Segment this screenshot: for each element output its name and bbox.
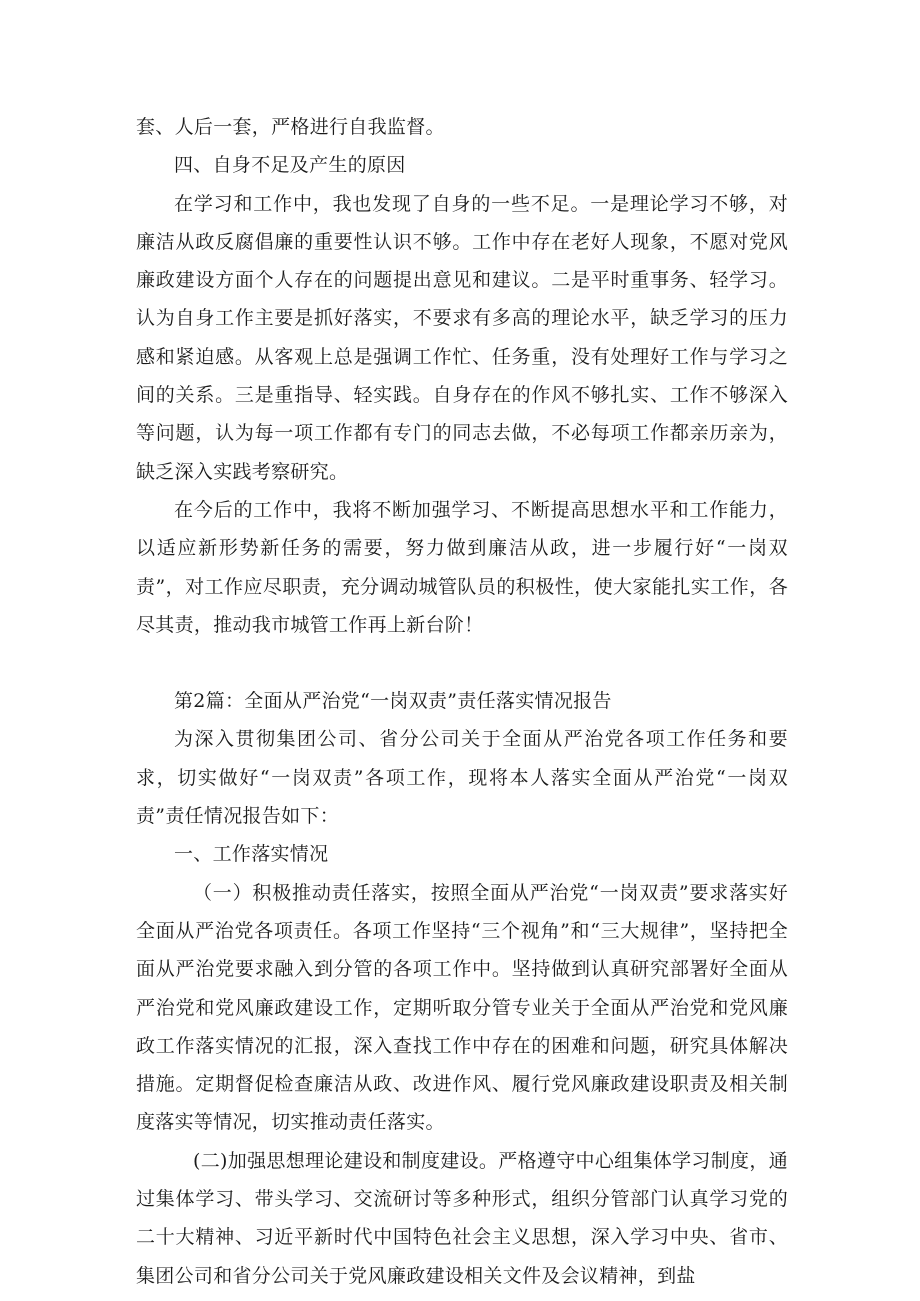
section-heading-four: 四、自身不足及产生的原因 (174, 154, 406, 177)
body-paragraph: 为深入贯彻集团公司、省分公司关于全面从严治党各项工作任务和要求，切实做好“一岗双责”各项工作，现将本人落实全面从严治党“一岗双责”责任情况报告如下： (136, 728, 788, 828)
paragraph-gap (136, 644, 788, 682)
article-title: 第2篇：全面从严治党“一岗双责”责任落实情况报告 (174, 690, 612, 713)
body-paragraph: (二)加强思想理论建设和制度建设。严格遵守中心组集体学习制度，通过集体学习、带头学习、交流研讨等多种形式，组织分管部门认真学习党的二十大精神、习近平新时代中国特色社会主义思想，深入学习中央、省市、集团公司和省分公司关于党风廉政建设相关文件及会议精神，到盐 (136, 1149, 788, 1287)
body-paragraph: 在学习和工作中，我也发现了自身的一些不足。一是理论学习不够，对廉洁从政反腐倡廉的重要性认识不够。工作中存在老好人现象，不愿对党风廉政建设方面个人存在的问题提出意见和建议。二是平时重事务、轻学习。认为自身工作主要是抓好落实，不要求有多高的理论水平，缺乏学习的压力感和紧迫感。从客观上总是强调工作忙、任务重，没有处理好工作与学习之间的关系。三是重指导、轻实践。自身存在的作风不够扎实、工作不够深入等问题，认为每一项工作都有专门的同志去做，不必每项工作都亲历亲为，缺乏深入实践考察研究。 (136, 192, 788, 483)
body-paragraph: （一）积极推动责任落实，按照全面从严治党“一岗双责”要求落实好全面从严治党各项责任。各项工作坚持“三个视角”和“三大规律”，坚持把全面从严治党要求融入到分管的各项工作中。坚持做到认真研究部署好全面从严治党和党风廉政建设工作，定期听取分管专业关于全面从严治党和党风廉政工作落实情况的汇报，深入查找工作中存在的困难和问题，研究具体解决措施。定期督促检查廉洁从政、改进作风、履行党风廉政建设职责及相关制度落实等情况，切实推动责任落实。 (136, 881, 788, 1134)
document-body (136, 108, 788, 1295)
section-heading-one: 一、工作落实情况 (174, 843, 329, 866)
continuation-paragraph: 套、人后一套，严格进行自我监督。 (136, 116, 445, 138)
body-paragraph: 在今后的工作中，我将不断加强学习、不断提高思想水平和工作能力，以适应新形势新任务的需要，努力做到廉洁从政，进一步履行好“一岗双责”，对工作应尽职责，充分调动城管队员的积极性，使大家能扎实工作，各尽其责，推动我市城管工作再上新台阶！ (136, 498, 788, 636)
